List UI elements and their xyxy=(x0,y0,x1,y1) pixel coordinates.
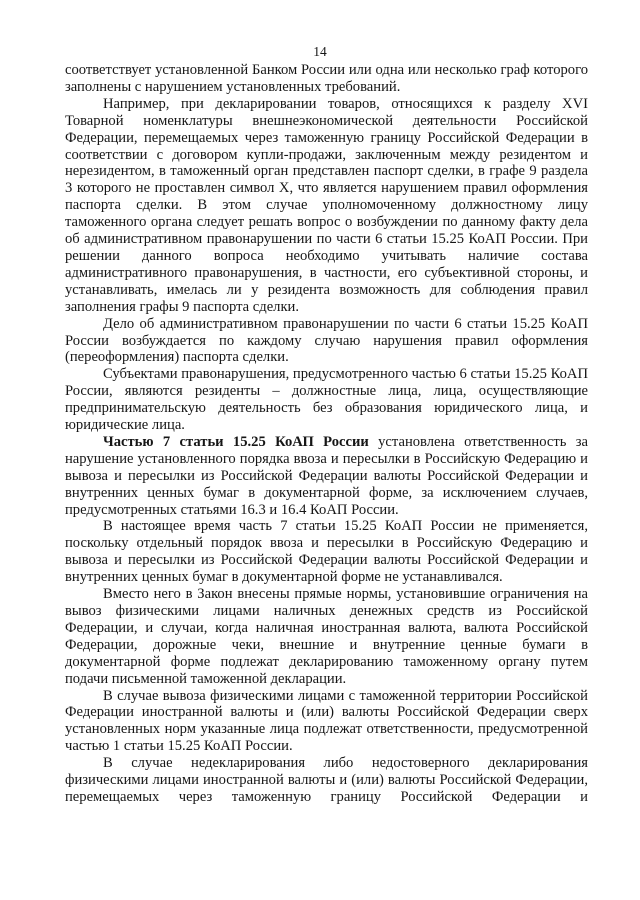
document-body xyxy=(65,62,588,806)
paragraph-not-applied: В настоящее время часть 7 статьи 15.25 КоАП России не применяется, поскольку отдельный порядок ввоза и пересылки в Российскую Федерацию и вывоза и пересылки из Российской Федерации валюты Российской Федерации и внутренних ценных бумаг в документарной форме не устанавливался. xyxy=(65,518,588,586)
page-number: 14 xyxy=(313,44,327,59)
paragraph-subjects: Субъектами правонарушения, предусмотренного частью 6 статьи 15.25 КоАП России, являются резиденты – должностные лица, лица, осуществляющие предпринимательскую деятельность без образования юридического лица, и юридические лица. xyxy=(65,366,588,434)
paragraph-non-declaration: В случае недекларирования либо недостоверного декларирования физическими лицами иностранной валюты и (или) валюты Российской Федерации, перемещаемых через таможенную границу Российской Федерации и xyxy=(65,755,588,805)
paragraph-part-7 xyxy=(65,434,588,519)
paragraph-export-limit: В случае вывоза физическими лицами с таможенной территории Российской Федерации иностранной валюты и (или) валюты Российской Федерации сверх установленных норм указанные лица подлежат ответственности, предусмотренной частью 1 статьи 15.25 КоАП России. xyxy=(65,687,588,755)
paragraph-direct-norms: Вместо него в Закон внесены прямые нормы, установившие ограничения на вывоз физическими лицами наличных денежных средств из Российской Федерации, и случаи, когда наличная иностранная валюта, валюта Российской Федерации, дорожные чеки, внешние и внутренние ценные бумаги в документарной форме подлежат декларированию таможенному органу путем подачи письменной таможенной декларации. xyxy=(65,586,588,687)
paragraph-case-initiation: Дело об административном правонарушении по части 6 статьи 15.25 КоАП России возбуждается по каждому случаю нарушения правил оформления (переоформления) паспорта сделки. xyxy=(65,315,588,366)
paragraph-part-7-text: установлена ответственность за нарушение установленного порядка ввоза и пересылки в Российскую Федерацию и вывоза и пересылки из Российской Федерации валюты Российской Федерации и внутренних ценных бумаг в документарной форме, за исключением случаев, предусмотренных статьями 16.3 и 16.4 КоАП России. xyxy=(65,433,588,518)
paragraph-example-passport: Например, при декларировании товаров, относящихся к разделу XVI Товарной номенклатуры внешнеэкономической деятельности Российской Федерации, перемещаемых через таможенную границу Российской Федерации в соответствии с договором купли-продажи, заключенным между резидентом и нерезидентом, в таможенный орган представлен паспорт сделки, в графе 9 раздела 3 которого не проставлен символ X, что является нарушением правил оформления паспорта сделки. В этом случае уполномоченному должностному лицу таможенного органа следует решать вопрос о возбуждении по данному факту дела об административном правонарушении по части 6 статьи 15.25 КоАП России. При решении данного вопроса необходимо учитывать наличие состава административного правонарушения, в частности, его субъективной стороны, и устанавливать, имелась ли у резидента возможность для соблюдения правил заполнения графы 9 паспорта сделки. xyxy=(65,95,588,315)
paragraph-continuation: соответствует установленной Банком России или одна или несколько граф которого заполнены с нарушением установленных требований. xyxy=(65,62,588,95)
paragraph-part-7-heading: Частью 7 статьи 15.25 КоАП России xyxy=(103,433,369,450)
